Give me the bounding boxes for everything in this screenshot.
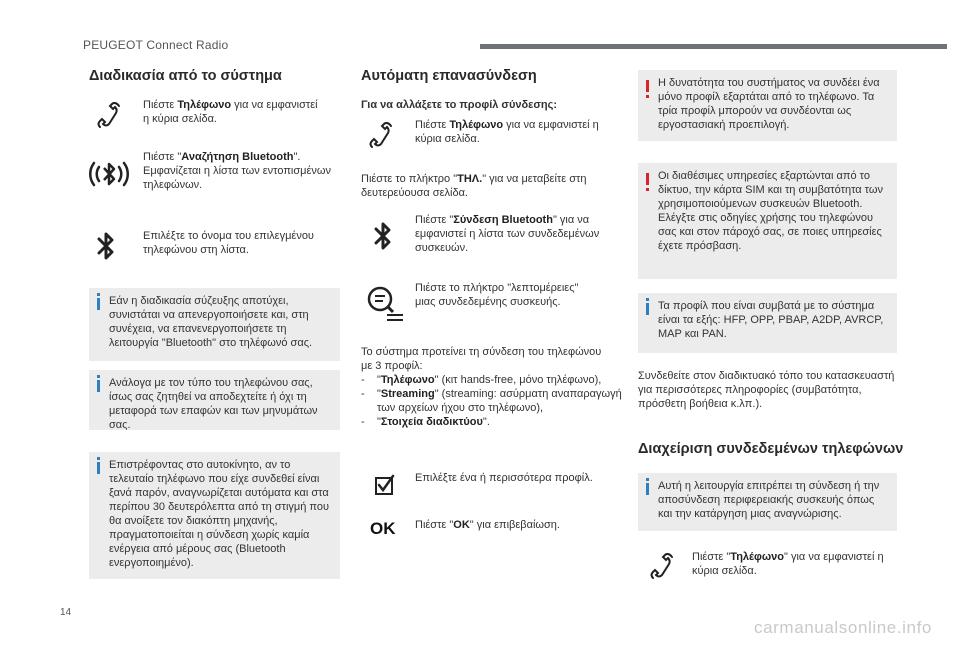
page-number: 14 <box>60 607 72 618</box>
phone-icon <box>94 102 124 132</box>
watermark: carmanualsonline.info <box>754 618 932 637</box>
right-warning-services: Οι διαθέσιμες υπηρεσίες εξαρτώνται από το δίκτυο, την κάρτα SIM και τη συμβατότητα των χρησιμοποιούμενων συσκευών Bluetooth. Ελέγξτε στις οδηγίες χρήσης του τηλεφώνου σας και στον πάροχό σας, σε ποιες υπηρεσίες έχετε πρόσβαση. <box>638 163 897 279</box>
info-icon <box>97 298 100 310</box>
profile-list-item: - "Τηλέφωνο" (κιτ hands-free, μόνο τηλέφωνο), <box>361 374 602 386</box>
middle-step-ok: Πιέστε "OK" για επιβεβαίωση. <box>415 519 560 531</box>
header-rule <box>480 44 947 49</box>
info-icon <box>646 303 649 315</box>
bluetooth-icon <box>95 230 117 262</box>
left-note-auto-reconnect: Επιστρέφοντας στο αυτοκίνητο, αν το τελευταίο τηλέφωνο που είχε συνδεθεί είναι ξανά παρόν, αναγνωρίζεται αυτόματα και στα περίπου 30 δευτερόλεπτα από τη στιγμή που θα ανοίξετε τον διακόπτη μηχανής, πραγματοποιείται η σύνδεση χωρίς καμία ενέργεια από μέρους σας (Bluetooth ενεργοποιημένο). <box>89 452 340 579</box>
left-step-bluetooth-search: Πιέστε "Αναζήτηση Bluetooth". Εμφανίζεται η λίστα των εντοπισμένων τηλεφώνων. <box>143 151 331 191</box>
manual-header-title: PEUGEOT Connect Radio <box>83 38 229 52</box>
right-warning-single-profile: Η δυνατότητα του συστήματος να συνδέει ένα μόνο προφίλ εξαρτάται από το τηλέφωνο. Τα τρία προφίλ μπορούν να συνδέονται ως εργοστασιακή προεπιλογή. <box>638 70 897 141</box>
bluetooth-search-icon <box>86 151 132 197</box>
profile-list-item: - "Στοιχεία διαδικτύου". <box>361 416 490 428</box>
right-step-phone: Πιέστε "Τηλέφωνο" για να εμφανιστεί η κύρια σελίδα. <box>692 551 884 577</box>
right-para-manufacturer-site: Συνδεθείτε στον διαδικτυακό τόπο του κατασκευαστή για περισσότερες πληροφορίες (συμβατότητα, πρόσθετη βοήθεια κ.λπ.). <box>638 370 895 410</box>
middle-para-profiles: Το σύστημα προτείνει τη σύνδεση του τηλεφώνου με 3 προφίλ: <box>361 346 602 372</box>
left-note-contacts-transfer: Ανάλογα με τον τύπο του τηλεφώνου σας, ίσως σας ζητηθεί να αποδεχτείτε ή όχι τη μεταφορά των επαφών και των μηνυμάτων σας. <box>89 370 340 430</box>
profile-list-item: - "Streaming" (streaming: ασύρματη αναπαραγωγή των αρχείων ήχου στο τηλέφωνο), <box>361 388 622 414</box>
right-note-connection-management: Αυτή η λειτουργία επιτρέπει τη σύνδεση ή την αποσύνδεση περιφερειακής συσκευής όπως και την κατάργηση μιας αναγνώρισης. <box>638 473 897 531</box>
right-note-compatible-profiles: Τα προφίλ που είναι συμβατά με το σύστημα είναι τα εξής: HFP, OPP, PBAP, A2DP, AVRCP, MAP και PAN. <box>638 293 897 353</box>
ok-icon: OK <box>370 519 396 538</box>
left-note-pairing-failure: Εάν η διαδικασία σύζευξης αποτύχει, συνιστάται να απενεργοποιήσετε και, στη συνέχεια, να επανενεργοποιήσετε τη λειτουργία "Bluetooth" στο τηλέφωνό σας. <box>89 288 340 361</box>
info-icon <box>97 462 100 474</box>
phone-icon <box>647 553 677 583</box>
middle-step-details: Πιέστε το πλήκτρο "λεπτομέρειες" μιας συνδεδεμένης συσκευής. <box>415 282 579 308</box>
right-section-title: Διαχείριση συνδεδεμένων τηλεφώνων <box>638 441 904 457</box>
middle-subtitle: Για να αλλάξετε το προφίλ σύνδεσης: <box>361 99 557 111</box>
middle-step-select-profile: Επιλέξτε ένα ή περισσότερα προφίλ. <box>415 472 593 484</box>
middle-step-bluetooth-connection: Πιέστε "Σύνδεση Bluetooth" για να εμφανιστεί η λίστα των συνδεδεμένων συσκευών. <box>415 214 600 254</box>
bluetooth-icon <box>372 220 394 252</box>
info-icon <box>646 483 649 495</box>
left-section-title: Διαδικασία από το σύστημα <box>89 68 282 84</box>
middle-section-title: Αυτόματη επανασύνδεση <box>361 68 537 84</box>
middle-para-tel-key: Πιέστε το πλήκτρο "ΤΗΛ." για να μεταβείτε στη δευτερεύουσα σελίδα. <box>361 173 587 199</box>
warning-icon <box>646 173 649 185</box>
warning-icon <box>646 80 649 92</box>
phone-icon <box>366 122 396 152</box>
info-icon <box>97 380 100 392</box>
details-magnifier-icon <box>365 284 405 324</box>
middle-profile-list <box>361 373 631 429</box>
checkbox-icon <box>374 474 396 496</box>
middle-step-phone: Πιέστε Τηλέφωνο για να εμφανιστεί η κύρια σελίδα. <box>415 119 599 145</box>
left-step-select-phone: Επιλέξτε το όνομα του επιλεγμένου τηλεφώνου στη λίστα. <box>143 230 314 256</box>
left-step-phone: Πιέστε Τηλέφωνο για να εμφανιστεί η κύρια σελίδα. <box>143 99 318 125</box>
